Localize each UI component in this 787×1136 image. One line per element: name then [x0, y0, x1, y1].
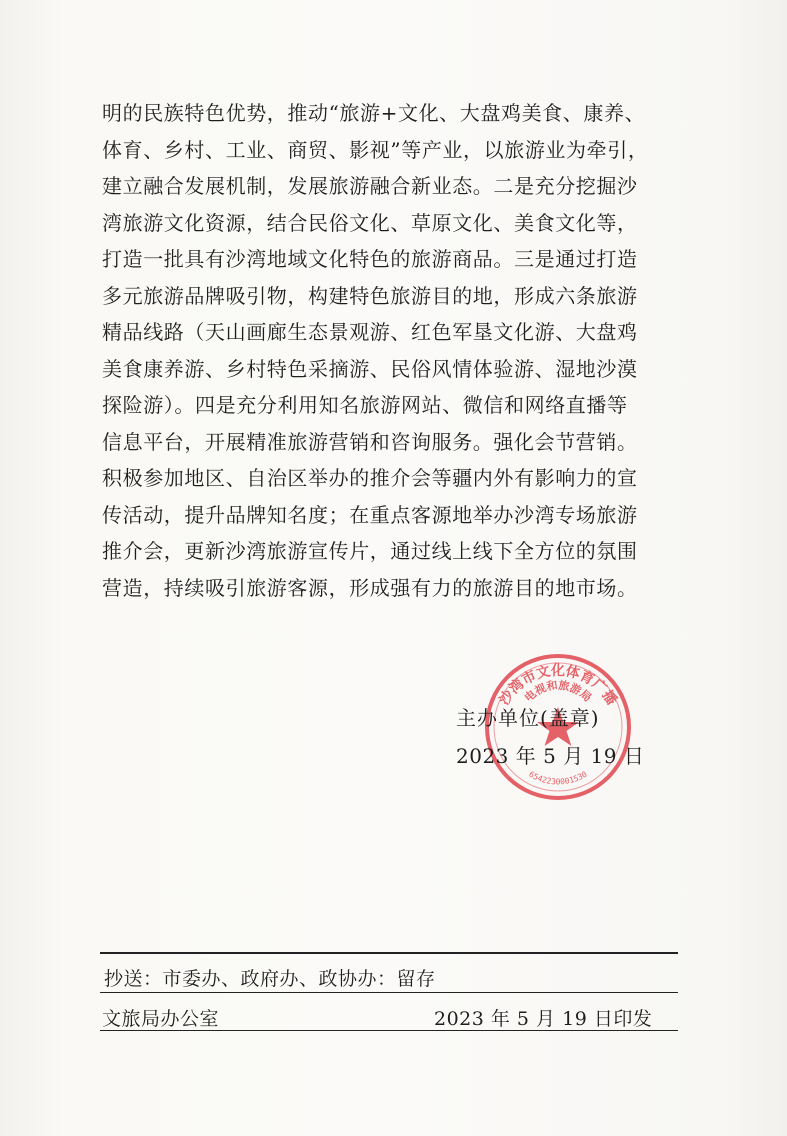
issuing-office: 文旅局办公室	[102, 1008, 220, 1030]
seal-text-inner: 电视和旅游局	[522, 678, 594, 705]
text-line: 推介会，更新沙湾旅游宣传片，通过线上线下全方位的氛围	[102, 539, 638, 563]
footer-divider-middle	[100, 992, 678, 993]
footer-divider-bottom	[100, 1030, 678, 1031]
text-line: 湾旅游文化资源，结合民俗文化、草原文化、美食文化等，	[102, 210, 638, 235]
text-line: 美食康养游、乡村特色采摘游、民俗风情体验游、湿地沙漠	[102, 356, 638, 381]
seal-serial-number: 6542230001530	[527, 769, 589, 787]
organizer-signature-label: 主办单位(盖章)	[456, 706, 600, 730]
body-paragraph	[102, 95, 702, 606]
text-line: 打造一批具有沙湾地域文化特色的旅游商品。三是通过打造	[102, 247, 638, 271]
footer-divider-top	[100, 952, 678, 954]
text-line: 营造，持续吸引旅游客源，形成强有力的旅游目的地市场。	[102, 575, 638, 600]
seal-text-top: 沙湾市文化体育广播	[496, 663, 620, 709]
text-line: 精品线路（天山画廊生态景观游、红色军垦文化游、大盘鸡	[102, 320, 638, 344]
text-line: 探险游）。四是充分利用知名旅游网站、微信和网络直播等	[102, 393, 628, 417]
svg-text:6542230001530	[527, 770, 589, 787]
text-line: 明的民族特色优势，推动“旅游+文化、大盘鸡美食、康养、	[102, 101, 646, 125]
printed-date: 2023 年 5 月 19 日印发	[434, 1008, 653, 1030]
signature-date: 2023 年 5 月 19 日	[456, 744, 645, 768]
text-line: 体育、乡村、工业、商贸、影视”等产业，以旅游业为牵引，	[102, 137, 649, 162]
cc-recipients: 抄送：市委办、政府办、政协办：留存	[104, 968, 436, 990]
text-line: 信息平台，开展精准旅游营销和咨询服务。强化会节营销。	[102, 429, 638, 454]
text-line: 传活动，提升品牌知名度；在重点客源地举办沙湾专场旅游	[102, 502, 638, 527]
text-line: 积极参加地区、自治区举办的推介会等疆内外有影响力的宣	[102, 466, 638, 490]
text-line: 多元旅游品牌吸引物，构建特色旅游目的地，形成六条旅游	[102, 283, 638, 308]
text-line: 建立融合发展机制，发展旅游融合新业态。二是充分挖掘沙	[102, 174, 638, 198]
